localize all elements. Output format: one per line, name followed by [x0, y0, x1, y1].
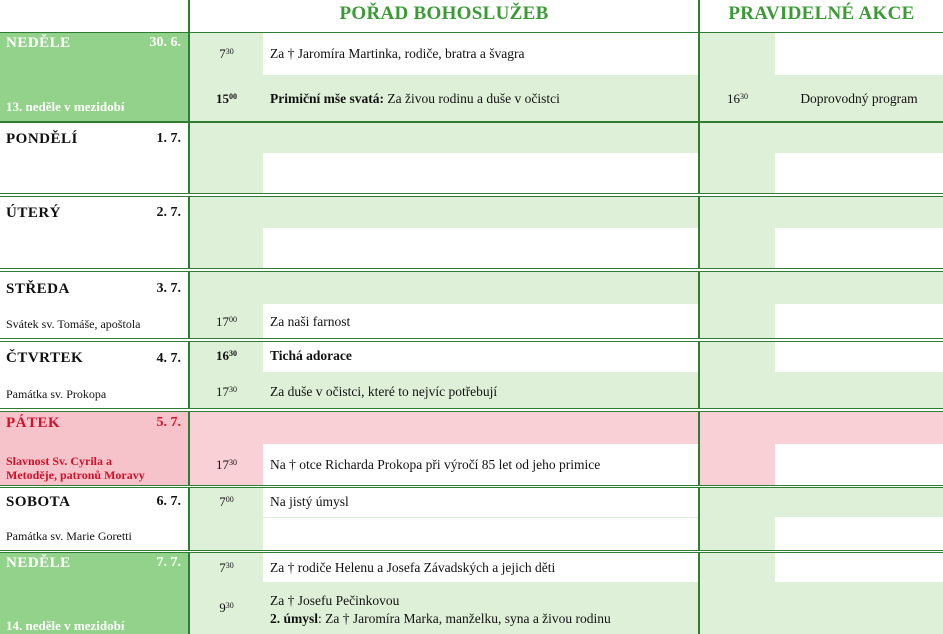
service-time: $9^{30}$ [219, 600, 234, 615]
header-corner [0, 0, 188, 32]
event-row-bg [775, 582, 943, 634]
service-time: $7^{30}$ [219, 560, 234, 575]
day-date: 1. 7. [156, 131, 181, 146]
row-border [0, 32, 943, 33]
event-row-bg [775, 412, 943, 444]
row-border [0, 193, 943, 197]
column-border [188, 0, 190, 634]
event-time-bg [700, 33, 775, 121]
day-subtitle: Svátek sv. Tomáše, apoštola [6, 317, 141, 331]
day-name: ÚTERÝ [6, 205, 62, 221]
day-subtitle: Památka sv. Prokopa [6, 387, 107, 401]
time-column-bg [190, 123, 263, 193]
day-name: ČTVRTEK [6, 350, 84, 366]
row-border [0, 338, 943, 342]
service-intention: Tichá adorace [270, 348, 352, 363]
day-cell-sunday-2 [0, 553, 188, 634]
day-cell-tuesday [0, 197, 188, 268]
event-time-bg [700, 488, 775, 550]
event-row-bg [775, 33, 943, 75]
day-date: 3. 7. [156, 281, 181, 296]
services-title: POŘAD BOHOSLUŽEB [339, 3, 549, 24]
event-time-bg [700, 197, 775, 268]
intent-row-bg [263, 153, 698, 193]
service-intention: Na jistý úmysl [270, 494, 349, 509]
service-time: $7^{00}$ [219, 494, 234, 509]
service-time: $17^{00}$ [216, 314, 237, 329]
service-intention: Za † Jaromíra Martinka, rodiče, bratra a švagra [270, 46, 525, 61]
event-time-bg [700, 553, 775, 634]
service-intention: Za † rodiče Helenu a Josefa Závadských a jejich děti [270, 560, 556, 575]
intent-row-bg [263, 228, 698, 268]
event-row-bg [775, 197, 943, 228]
day-name: NEDĚLE [6, 555, 71, 571]
day-name: PONDĚLÍ [6, 131, 78, 147]
service-intention: Za naši farnost [270, 314, 351, 329]
event-row-bg [775, 272, 943, 304]
event-time: $16^{30}$ [727, 91, 748, 106]
day-cell-friday-feast [0, 412, 188, 485]
service-time: $17^{30}$ [216, 384, 237, 399]
service-time: $16^{30}$ [216, 348, 237, 363]
time-column-bg [190, 412, 263, 485]
day-cell-wednesday [0, 272, 188, 338]
service-time: $15^{00}$ [216, 91, 237, 106]
event-text: Doprovodný program [800, 91, 918, 106]
day-subtitle: 13. neděle v mezidobí [6, 99, 125, 114]
day-name: STŘEDA [6, 281, 70, 297]
event-time-bg [700, 342, 775, 408]
service-intention: Za duše v očistci, které to nejvíc potřebují [270, 384, 498, 399]
event-row-bg [775, 517, 943, 550]
day-date: 5. 7. [156, 415, 181, 430]
events-title: PRAVIDELNÉ AKCE [728, 3, 915, 24]
event-time-bg [700, 412, 775, 485]
service-intention-second: 2. úmysl: Za † Jaromíra Marka, manželku, syna a živou rodinu [270, 611, 611, 626]
day-date: 30. 6. [149, 35, 181, 50]
day-cell-sunday-1 [0, 33, 188, 121]
row-divider [263, 517, 698, 518]
day-name: NEDĚLE [6, 35, 71, 51]
day-date: 6. 7. [156, 494, 181, 509]
row-border [0, 268, 943, 272]
events-header [700, 0, 943, 32]
day-date: 7. 7. [156, 555, 181, 570]
row-border [0, 408, 943, 412]
event-row-bg [775, 372, 943, 408]
intent-row-bg [263, 197, 698, 228]
intent-row-bg [263, 517, 698, 550]
day-cell-saturday [0, 488, 188, 550]
event-row-bg [775, 304, 943, 338]
intent-row-bg [263, 123, 698, 153]
service-intention: Primiční mše svatá: Za živou rodinu a duše v očistci [270, 91, 560, 106]
day-subtitle: Památka sv. Marie Goretti [6, 529, 132, 543]
event-time-bg [700, 123, 775, 193]
event-row-bg [775, 342, 943, 372]
row-border [0, 485, 943, 488]
day-cell-thursday [0, 342, 188, 408]
row-border [0, 550, 943, 553]
day-name: SOBOTA [6, 494, 71, 510]
day-name: PÁTEK [6, 415, 61, 431]
event-row-bg [775, 444, 943, 485]
event-time-bg [700, 272, 775, 338]
day-subtitle: Slavnost Sv. Cyrila a Metoděje, patronů Moravy [6, 454, 145, 482]
event-row-bg [775, 228, 943, 268]
day-subtitle: 14. neděle v mezidobí [6, 618, 125, 633]
service-intention: Za † Josefu Pečinkovou [270, 593, 400, 608]
event-row-bg [775, 553, 943, 582]
column-border [698, 0, 700, 634]
row-border [0, 121, 943, 123]
intent-row-bg [263, 272, 698, 304]
event-row-bg [775, 123, 943, 153]
day-date: 4. 7. [156, 351, 181, 366]
service-time: $17^{30}$ [216, 457, 237, 472]
service-intention: Na † otce Richarda Prokopa při výročí 85 let od jeho primice [270, 457, 601, 472]
services-header [190, 0, 698, 32]
day-date: 2. 7. [156, 205, 181, 220]
time-column-bg [190, 197, 263, 268]
event-row-bg [775, 153, 943, 193]
event-row-bg [775, 488, 943, 517]
intent-row-bg [263, 412, 698, 444]
service-time: $7^{30}$ [219, 46, 234, 61]
day-cell-monday [0, 123, 188, 193]
